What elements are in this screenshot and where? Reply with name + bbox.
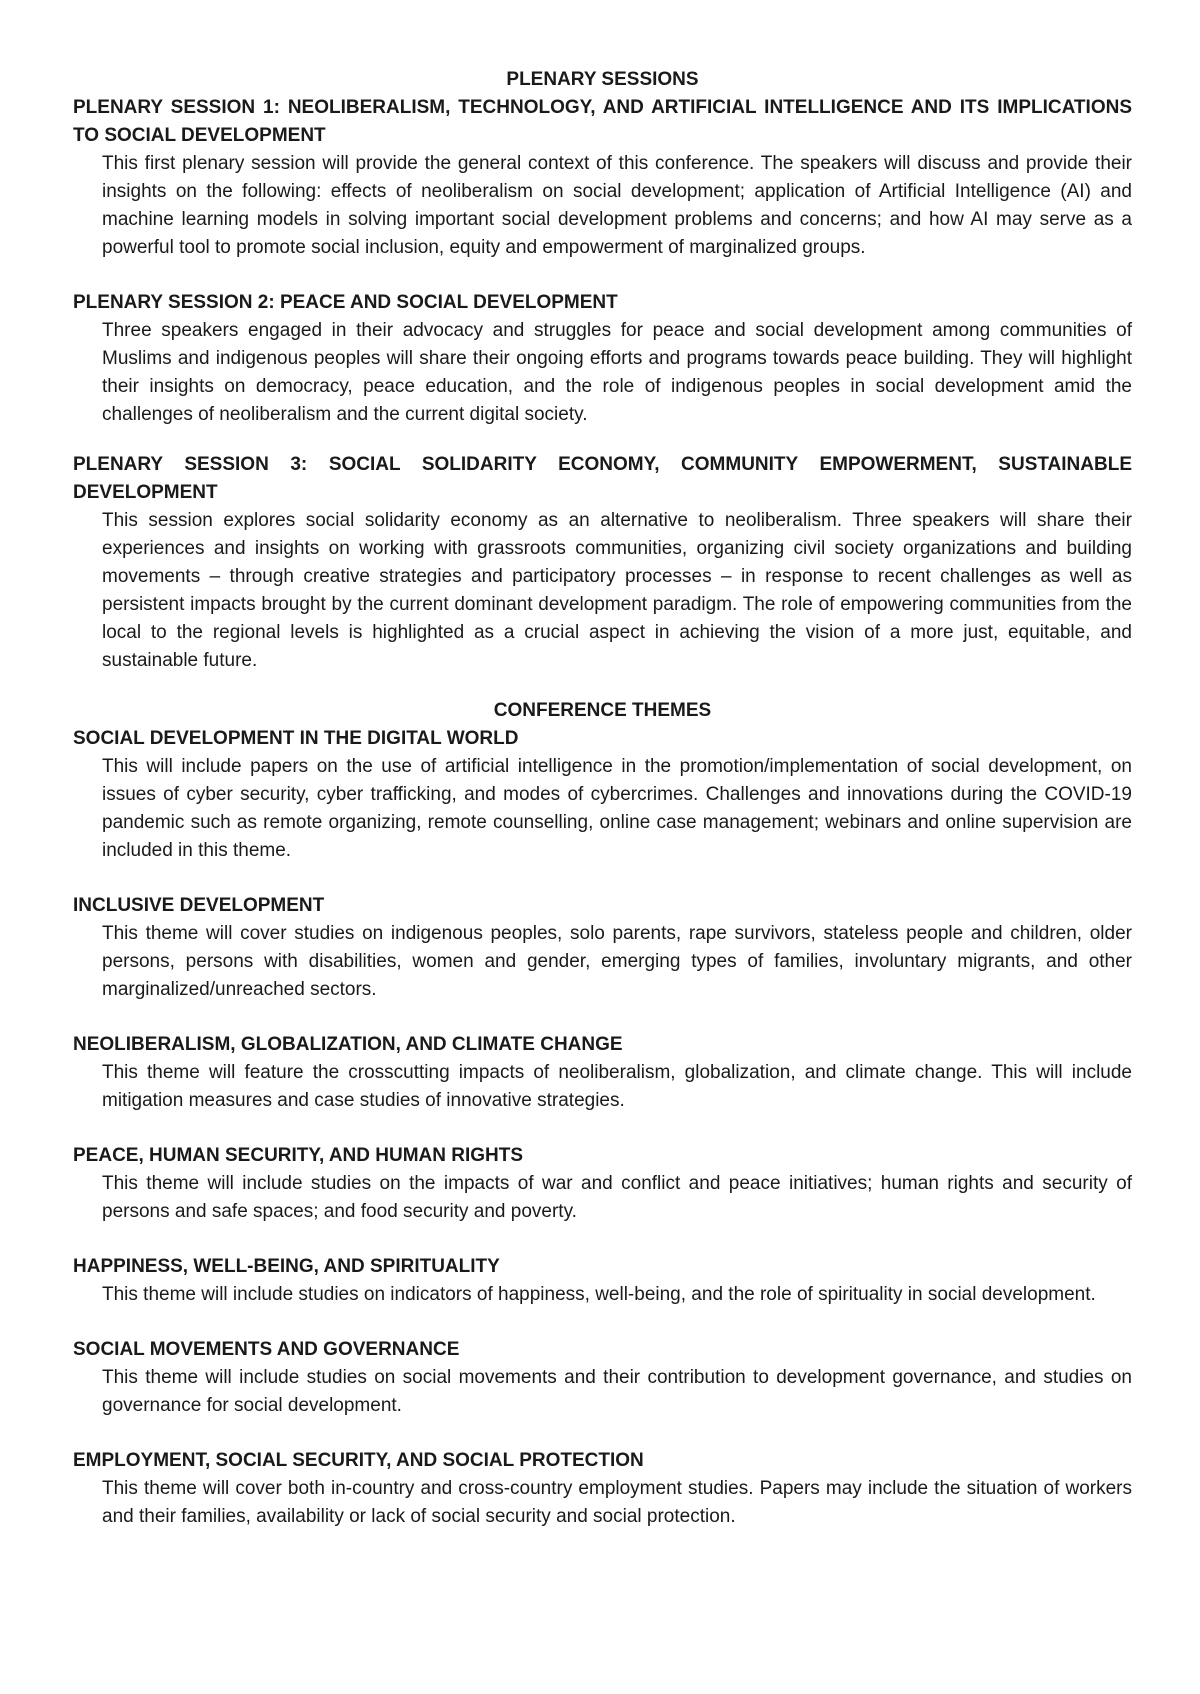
theme-description: This theme will cover studies on indigenous peoples, solo parents, rape survivors, stateless people and children, older persons, persons with disabilities, women and gender, emerging types of families, involuntary migrants, and other marginalized/unreached sectors.	[102, 923, 1132, 1000]
plenary-session-2	[73, 289, 1132, 429]
theme-happiness	[73, 1253, 1132, 1309]
document-page	[73, 66, 1132, 1531]
plenary-session-description: Three speakers engaged in their advocacy and struggles for peace and social development among communities of Muslims and indigenous peoples will share their ongoing efforts and programs towards peace building. They will highlight their insights on democracy, peace education, and the role of indigenous peoples in social development amid the challenges of neoliberalism and the current digital society.	[102, 320, 1132, 425]
theme-description: This theme will cover both in-country and cross-country employment studies. Papers may include the situation of workers and their families, availability or lack of social security and social protection.	[102, 1478, 1132, 1527]
theme-description: This theme will include studies on the impacts of war and conflict and peace initiatives; human rights and security of persons and safe spaces; and food security and poverty.	[102, 1173, 1132, 1222]
theme-description: This will include papers on the use of artificial intelligence in the promotion/implementation of social development, on issues of cyber security, cyber trafficking, and modes of cybercrimes. Challenges and innovations during the COVID-19 pandemic such as remote organizing, remote counselling, online case management; webinars and online supervision are included in this theme.	[102, 756, 1132, 861]
theme-digital-world	[73, 725, 1132, 865]
plenary-session-description: This first plenary session will provide the general context of this conference. The speakers will discuss and provide their insights on the following: effects of neoliberalism on social development; application of Artificial Intelligence (AI) and machine learning models in solving important social development problems and concerns; and how AI may serve as a powerful tool to promote social inclusion, equity and empowerment of marginalized groups.	[102, 153, 1132, 258]
theme-description: This theme will include studies on social movements and their contribution to development governance, and studies on governance for social development.	[102, 1367, 1132, 1416]
theme-social-movements	[73, 1336, 1132, 1420]
theme-description: This theme will feature the crosscutting impacts of neoliberalism, globalization, and climate change. This will include mitigation measures and case studies of innovative strategies.	[102, 1062, 1132, 1111]
theme-peace-security	[73, 1142, 1132, 1226]
theme-heading: INCLUSIVE DEVELOPMENT	[73, 895, 325, 916]
theme-neoliberalism-climate	[73, 1031, 1132, 1115]
theme-heading: HAPPINESS, WELL-BEING, AND SPIRITUALITY	[73, 1256, 500, 1277]
conference-themes-title: CONFERENCE THEMES	[493, 700, 712, 721]
plenary-session-3	[73, 451, 1132, 675]
theme-heading: SOCIAL MOVEMENTS AND GOVERNANCE	[73, 1339, 460, 1360]
theme-description: This theme will include studies on indicators of happiness, well-being, and the role of spirituality in social development.	[102, 1284, 1096, 1305]
theme-heading: EMPLOYMENT, SOCIAL SECURITY, AND SOCIAL PROTECTION	[73, 1450, 644, 1471]
theme-heading: NEOLIBERALISM, GLOBALIZATION, AND CLIMATE CHANGE	[73, 1034, 623, 1055]
plenary-session-heading: PLENARY SESSION 2: PEACE AND SOCIAL DEVELOPMENT	[73, 292, 618, 313]
theme-heading: SOCIAL DEVELOPMENT IN THE DIGITAL WORLD	[73, 728, 519, 749]
theme-employment	[73, 1447, 1132, 1531]
theme-heading: PEACE, HUMAN SECURITY, AND HUMAN RIGHTS	[73, 1145, 524, 1166]
theme-inclusive-development	[73, 892, 1132, 1004]
plenary-sessions-title: PLENARY SESSIONS	[506, 69, 699, 90]
plenary-session-1	[73, 94, 1132, 262]
plenary-session-description: This session explores social solidarity economy as an alternative to neoliberalism. Three speakers will share their experiences and insights on working with grassroots communities, organizing civil society organizations and building movements – through creative strategies and participatory processes – in response to recent challenges as well as persistent impacts brought by the current dominant development paradigm. The role of empowering communities from the local to the regional levels is highlighted as a crucial aspect in achieving the vision of a more just, equitable, and sustainable future.	[102, 510, 1132, 671]
plenary-session-heading: PLENARY SESSION 3: SOCIAL SOLIDARITY ECONOMY, COMMUNITY EMPOWERMENT, SUSTAINABLE DEVELOPMENT	[73, 454, 1132, 503]
plenary-session-heading: PLENARY SESSION 1: NEOLIBERALISM, TECHNOLOGY, AND ARTIFICIAL INTELLIGENCE AND ITS IMPLICATIONS TO SOCIAL DEVELOPMENT	[73, 97, 1132, 146]
